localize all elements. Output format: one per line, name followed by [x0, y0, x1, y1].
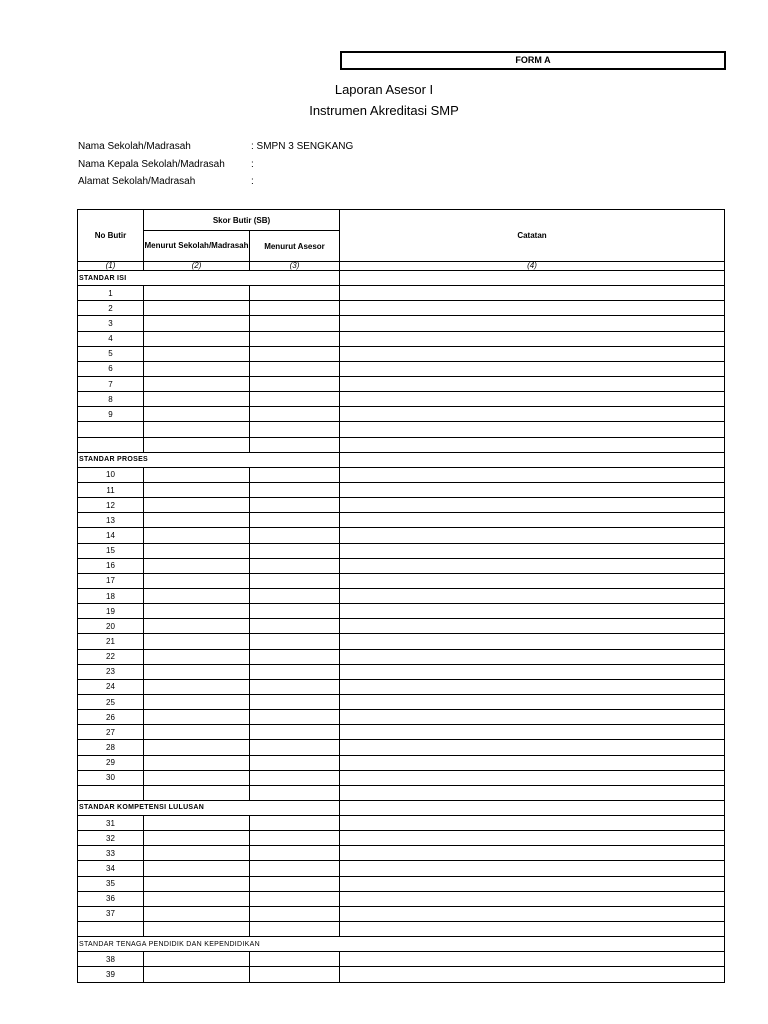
- table-row: [78, 710, 725, 725]
- skor-asesor-cell[interactable]: [250, 876, 340, 891]
- skor-sekolah-cell[interactable]: [144, 376, 250, 391]
- no-butir-cell: 19: [78, 604, 144, 619]
- no-butir-cell: 25: [78, 694, 144, 709]
- catatan-cell[interactable]: [340, 664, 725, 679]
- section-title: STANDAR TENAGA PENDIDIK DAN KEPENDIDIKAN: [78, 937, 725, 952]
- table-row: [78, 816, 725, 831]
- skor-asesor-cell[interactable]: [250, 967, 340, 982]
- skor-asesor-cell[interactable]: [250, 922, 340, 937]
- no-butir-cell: [78, 922, 144, 937]
- col-number-3: (3): [250, 262, 340, 271]
- skor-sekolah-cell[interactable]: [144, 316, 250, 331]
- school-address-value: :: [251, 176, 254, 187]
- section-row: [78, 452, 725, 467]
- no-butir-cell: 22: [78, 649, 144, 664]
- skor-sekolah-cell[interactable]: [144, 876, 250, 891]
- no-butir-cell: 7: [78, 376, 144, 391]
- skor-sekolah-cell[interactable]: [144, 785, 250, 800]
- section-row: [78, 800, 725, 815]
- table-row: [78, 649, 725, 664]
- catatan-cell[interactable]: [340, 725, 725, 740]
- skor-sekolah-cell[interactable]: [144, 407, 250, 422]
- catatan-cell[interactable]: [340, 634, 725, 649]
- skor-asesor-cell[interactable]: [250, 573, 340, 588]
- skor-sekolah-cell[interactable]: [144, 543, 250, 558]
- skor-asesor-cell[interactable]: [250, 558, 340, 573]
- no-butir-cell: 36: [78, 891, 144, 906]
- skor-asesor-cell[interactable]: [250, 604, 340, 619]
- catatan-cell[interactable]: [340, 891, 725, 906]
- skor-asesor-cell[interactable]: [250, 286, 340, 301]
- skor-sekolah-cell[interactable]: [144, 755, 250, 770]
- no-butir-cell: 2: [78, 301, 144, 316]
- skor-asesor-cell[interactable]: [250, 467, 340, 482]
- skor-sekolah-cell[interactable]: [144, 573, 250, 588]
- skor-asesor-cell[interactable]: [250, 770, 340, 785]
- table-row: [78, 361, 725, 376]
- header-no-butir: No Butir: [78, 210, 144, 262]
- skor-asesor-cell[interactable]: [250, 725, 340, 740]
- skor-sekolah-cell[interactable]: [144, 467, 250, 482]
- skor-sekolah-cell[interactable]: [144, 649, 250, 664]
- blank-row: [78, 785, 725, 800]
- skor-asesor-cell[interactable]: [250, 422, 340, 437]
- skor-sekolah-cell[interactable]: [144, 588, 250, 603]
- table-row: [78, 392, 725, 407]
- skor-asesor-cell[interactable]: [250, 528, 340, 543]
- table-row: [78, 725, 725, 740]
- catatan-cell[interactable]: [340, 906, 725, 921]
- catatan-cell[interactable]: [340, 952, 725, 967]
- catatan-cell[interactable]: [340, 619, 725, 634]
- catatan-cell[interactable]: [340, 361, 725, 376]
- table-row: [78, 407, 725, 422]
- report-title: Laporan Asesor I: [334, 82, 434, 97]
- catatan-cell[interactable]: [340, 573, 725, 588]
- skor-asesor-cell[interactable]: [250, 846, 340, 861]
- table-row: [78, 588, 725, 603]
- catatan-cell[interactable]: [340, 922, 725, 937]
- catatan-cell[interactable]: [340, 422, 725, 437]
- skor-sekolah-cell[interactable]: [144, 498, 250, 513]
- skor-asesor-cell[interactable]: [250, 710, 340, 725]
- skor-asesor-cell[interactable]: [250, 392, 340, 407]
- skor-sekolah-cell[interactable]: [144, 831, 250, 846]
- catatan-cell[interactable]: [340, 800, 725, 815]
- skor-asesor-cell[interactable]: [250, 301, 340, 316]
- catatan-cell[interactable]: [340, 967, 725, 982]
- header-skor-butir: Skor Butir (SB): [144, 210, 340, 231]
- section-title: STANDAR PROSES: [78, 452, 340, 467]
- no-butir-cell: 12: [78, 498, 144, 513]
- catatan-cell[interactable]: [340, 604, 725, 619]
- assessment-table: [77, 209, 725, 983]
- school-name-value: : SMPN 3 SENGKANG: [251, 141, 354, 152]
- section-row: [78, 937, 725, 952]
- table-row: [78, 679, 725, 694]
- no-butir-cell: 14: [78, 528, 144, 543]
- table-row: [78, 346, 725, 361]
- skor-sekolah-cell[interactable]: [144, 694, 250, 709]
- catatan-cell[interactable]: [340, 407, 725, 422]
- no-butir-cell: 26: [78, 710, 144, 725]
- col-number-1: (1): [78, 262, 144, 271]
- table-row: [78, 770, 725, 785]
- skor-asesor-cell[interactable]: [250, 906, 340, 921]
- skor-sekolah-cell[interactable]: [144, 710, 250, 725]
- catatan-cell[interactable]: [340, 558, 725, 573]
- skor-asesor-cell[interactable]: [250, 831, 340, 846]
- no-butir-cell: 21: [78, 634, 144, 649]
- skor-sekolah-cell[interactable]: [144, 725, 250, 740]
- skor-sekolah-cell[interactable]: [144, 967, 250, 982]
- skor-sekolah-cell[interactable]: [144, 891, 250, 906]
- skor-asesor-cell[interactable]: [250, 694, 340, 709]
- skor-sekolah-cell[interactable]: [144, 482, 250, 497]
- table-body: [78, 271, 725, 983]
- catatan-cell[interactable]: [340, 755, 725, 770]
- skor-sekolah-cell[interactable]: [144, 528, 250, 543]
- skor-asesor-cell[interactable]: [250, 437, 340, 452]
- skor-asesor-cell[interactable]: [250, 588, 340, 603]
- no-butir-cell: 30: [78, 770, 144, 785]
- no-butir-cell: 10: [78, 467, 144, 482]
- skor-asesor-cell[interactable]: [250, 679, 340, 694]
- catatan-cell[interactable]: [340, 543, 725, 558]
- table-row: [78, 876, 725, 891]
- header-catatan: Catatan: [340, 210, 725, 262]
- school-address-label: Alamat Sekolah/Madrasah: [78, 176, 196, 187]
- skor-sekolah-cell[interactable]: [144, 301, 250, 316]
- catatan-cell[interactable]: [340, 346, 725, 361]
- skor-sekolah-cell[interactable]: [144, 861, 250, 876]
- table-row: [78, 558, 725, 573]
- no-butir-cell: 13: [78, 513, 144, 528]
- skor-sekolah-cell[interactable]: [144, 346, 250, 361]
- no-butir-cell: 1: [78, 286, 144, 301]
- skor-sekolah-cell[interactable]: [144, 922, 250, 937]
- catatan-cell[interactable]: [340, 785, 725, 800]
- section-title: STANDAR KOMPETENSI LULUSAN: [78, 800, 340, 815]
- catatan-cell[interactable]: [340, 482, 725, 497]
- skor-sekolah-cell[interactable]: [144, 770, 250, 785]
- table-row: [78, 846, 725, 861]
- no-butir-cell: 8: [78, 392, 144, 407]
- skor-asesor-cell[interactable]: [250, 952, 340, 967]
- no-butir-cell: 5: [78, 346, 144, 361]
- table-row: [78, 331, 725, 346]
- catatan-cell[interactable]: [340, 846, 725, 861]
- no-butir-cell: [78, 785, 144, 800]
- catatan-cell[interactable]: [340, 392, 725, 407]
- table-row: [78, 967, 725, 982]
- skor-asesor-cell[interactable]: [250, 785, 340, 800]
- catatan-cell[interactable]: [340, 513, 725, 528]
- skor-asesor-cell[interactable]: [250, 407, 340, 422]
- form-label-box: FORM A: [340, 51, 726, 70]
- no-butir-cell: [78, 437, 144, 452]
- no-butir-cell: 35: [78, 876, 144, 891]
- no-butir-cell: 33: [78, 846, 144, 861]
- table-row: [78, 498, 725, 513]
- table-row: [78, 952, 725, 967]
- no-butir-cell: 39: [78, 967, 144, 982]
- col-number-2: (2): [144, 262, 250, 271]
- table-row: [78, 301, 725, 316]
- skor-asesor-cell[interactable]: [250, 634, 340, 649]
- skor-asesor-cell[interactable]: [250, 649, 340, 664]
- skor-asesor-cell[interactable]: [250, 482, 340, 497]
- no-butir-cell: 16: [78, 558, 144, 573]
- no-butir-cell: 11: [78, 482, 144, 497]
- no-butir-cell: 15: [78, 543, 144, 558]
- skor-asesor-cell[interactable]: [250, 361, 340, 376]
- no-butir-cell: 29: [78, 755, 144, 770]
- no-butir-cell: 28: [78, 740, 144, 755]
- no-butir-cell: 38: [78, 952, 144, 967]
- skor-asesor-cell[interactable]: [250, 513, 340, 528]
- skor-asesor-cell[interactable]: [250, 755, 340, 770]
- skor-sekolah-cell[interactable]: [144, 906, 250, 921]
- blank-row: [78, 922, 725, 937]
- section-row: [78, 271, 725, 286]
- table-row: [78, 619, 725, 634]
- principal-name-value: :: [251, 159, 254, 170]
- skor-asesor-cell[interactable]: [250, 816, 340, 831]
- blank-row: [78, 437, 725, 452]
- skor-asesor-cell[interactable]: [250, 543, 340, 558]
- table-row: [78, 861, 725, 876]
- catatan-cell[interactable]: [340, 528, 725, 543]
- no-butir-cell: 9: [78, 407, 144, 422]
- no-butir-cell: 23: [78, 664, 144, 679]
- skor-sekolah-cell[interactable]: [144, 558, 250, 573]
- table-row: [78, 573, 725, 588]
- skor-asesor-cell[interactable]: [250, 498, 340, 513]
- table-row: [78, 286, 725, 301]
- no-butir-cell: 3: [78, 316, 144, 331]
- table-row: [78, 482, 725, 497]
- skor-sekolah-cell[interactable]: [144, 513, 250, 528]
- catatan-cell[interactable]: [340, 710, 725, 725]
- catatan-cell[interactable]: [340, 740, 725, 755]
- catatan-cell[interactable]: [340, 316, 725, 331]
- no-butir-cell: 18: [78, 588, 144, 603]
- skor-sekolah-cell[interactable]: [144, 740, 250, 755]
- no-butir-cell: 27: [78, 725, 144, 740]
- catatan-cell[interactable]: [340, 861, 725, 876]
- no-butir-cell: [78, 422, 144, 437]
- skor-sekolah-cell[interactable]: [144, 286, 250, 301]
- catatan-cell[interactable]: [340, 376, 725, 391]
- skor-sekolah-cell[interactable]: [144, 422, 250, 437]
- catatan-cell[interactable]: [340, 271, 725, 286]
- table-row: [78, 694, 725, 709]
- skor-asesor-cell[interactable]: [250, 664, 340, 679]
- no-butir-cell: 4: [78, 331, 144, 346]
- skor-sekolah-cell[interactable]: [144, 392, 250, 407]
- no-butir-cell: 34: [78, 861, 144, 876]
- catatan-cell[interactable]: [340, 770, 725, 785]
- catatan-cell[interactable]: [340, 467, 725, 482]
- no-butir-cell: 31: [78, 816, 144, 831]
- skor-sekolah-cell[interactable]: [144, 634, 250, 649]
- skor-asesor-cell[interactable]: [250, 331, 340, 346]
- skor-asesor-cell[interactable]: [250, 316, 340, 331]
- skor-sekolah-cell[interactable]: [144, 331, 250, 346]
- catatan-cell[interactable]: [340, 831, 725, 846]
- table-row: [78, 831, 725, 846]
- catatan-cell[interactable]: [340, 301, 725, 316]
- catatan-cell[interactable]: [340, 679, 725, 694]
- skor-asesor-cell[interactable]: [250, 376, 340, 391]
- catatan-cell[interactable]: [340, 331, 725, 346]
- no-butir-cell: 20: [78, 619, 144, 634]
- skor-sekolah-cell[interactable]: [144, 679, 250, 694]
- report-subtitle: Instrumen Akreditasi SMP: [309, 103, 459, 118]
- skor-asesor-cell[interactable]: [250, 891, 340, 906]
- col-number-4: (4): [340, 262, 725, 271]
- no-butir-cell: 37: [78, 906, 144, 921]
- catatan-cell[interactable]: [340, 286, 725, 301]
- table-row: [78, 543, 725, 558]
- skor-asesor-cell[interactable]: [250, 861, 340, 876]
- school-name-label: Nama Sekolah/Madrasah: [78, 141, 191, 152]
- header-menurut-asesor: Menurut Asesor: [250, 231, 340, 262]
- catatan-cell[interactable]: [340, 649, 725, 664]
- table-row: [78, 604, 725, 619]
- table-row: [78, 316, 725, 331]
- skor-sekolah-cell[interactable]: [144, 361, 250, 376]
- skor-sekolah-cell[interactable]: [144, 952, 250, 967]
- catatan-cell[interactable]: [340, 816, 725, 831]
- table-row: [78, 740, 725, 755]
- skor-asesor-cell[interactable]: [250, 619, 340, 634]
- catatan-cell[interactable]: [340, 588, 725, 603]
- table-row: [78, 755, 725, 770]
- skor-asesor-cell[interactable]: [250, 346, 340, 361]
- catatan-cell[interactable]: [340, 876, 725, 891]
- skor-sekolah-cell[interactable]: [144, 604, 250, 619]
- skor-asesor-cell[interactable]: [250, 740, 340, 755]
- catatan-cell[interactable]: [340, 437, 725, 452]
- skor-sekolah-cell[interactable]: [144, 664, 250, 679]
- skor-sekolah-cell[interactable]: [144, 846, 250, 861]
- table-row: [78, 891, 725, 906]
- table-row: [78, 467, 725, 482]
- skor-sekolah-cell[interactable]: [144, 619, 250, 634]
- table-row: [78, 528, 725, 543]
- table-row: [78, 906, 725, 921]
- table-row: [78, 376, 725, 391]
- catatan-cell[interactable]: [340, 452, 725, 467]
- catatan-cell[interactable]: [340, 498, 725, 513]
- blank-row: [78, 422, 725, 437]
- table-row: [78, 664, 725, 679]
- no-butir-cell: 24: [78, 679, 144, 694]
- principal-name-label: Nama Kepala Sekolah/Madrasah: [78, 159, 225, 170]
- no-butir-cell: 17: [78, 573, 144, 588]
- skor-sekolah-cell[interactable]: [144, 437, 250, 452]
- table-row: [78, 513, 725, 528]
- no-butir-cell: 32: [78, 831, 144, 846]
- section-title: STANDAR ISI: [78, 271, 340, 286]
- no-butir-cell: 6: [78, 361, 144, 376]
- skor-sekolah-cell[interactable]: [144, 816, 250, 831]
- header-menurut-sekolah: Menurut Sekolah/Madrasah: [144, 231, 250, 262]
- table-row: [78, 634, 725, 649]
- catatan-cell[interactable]: [340, 694, 725, 709]
